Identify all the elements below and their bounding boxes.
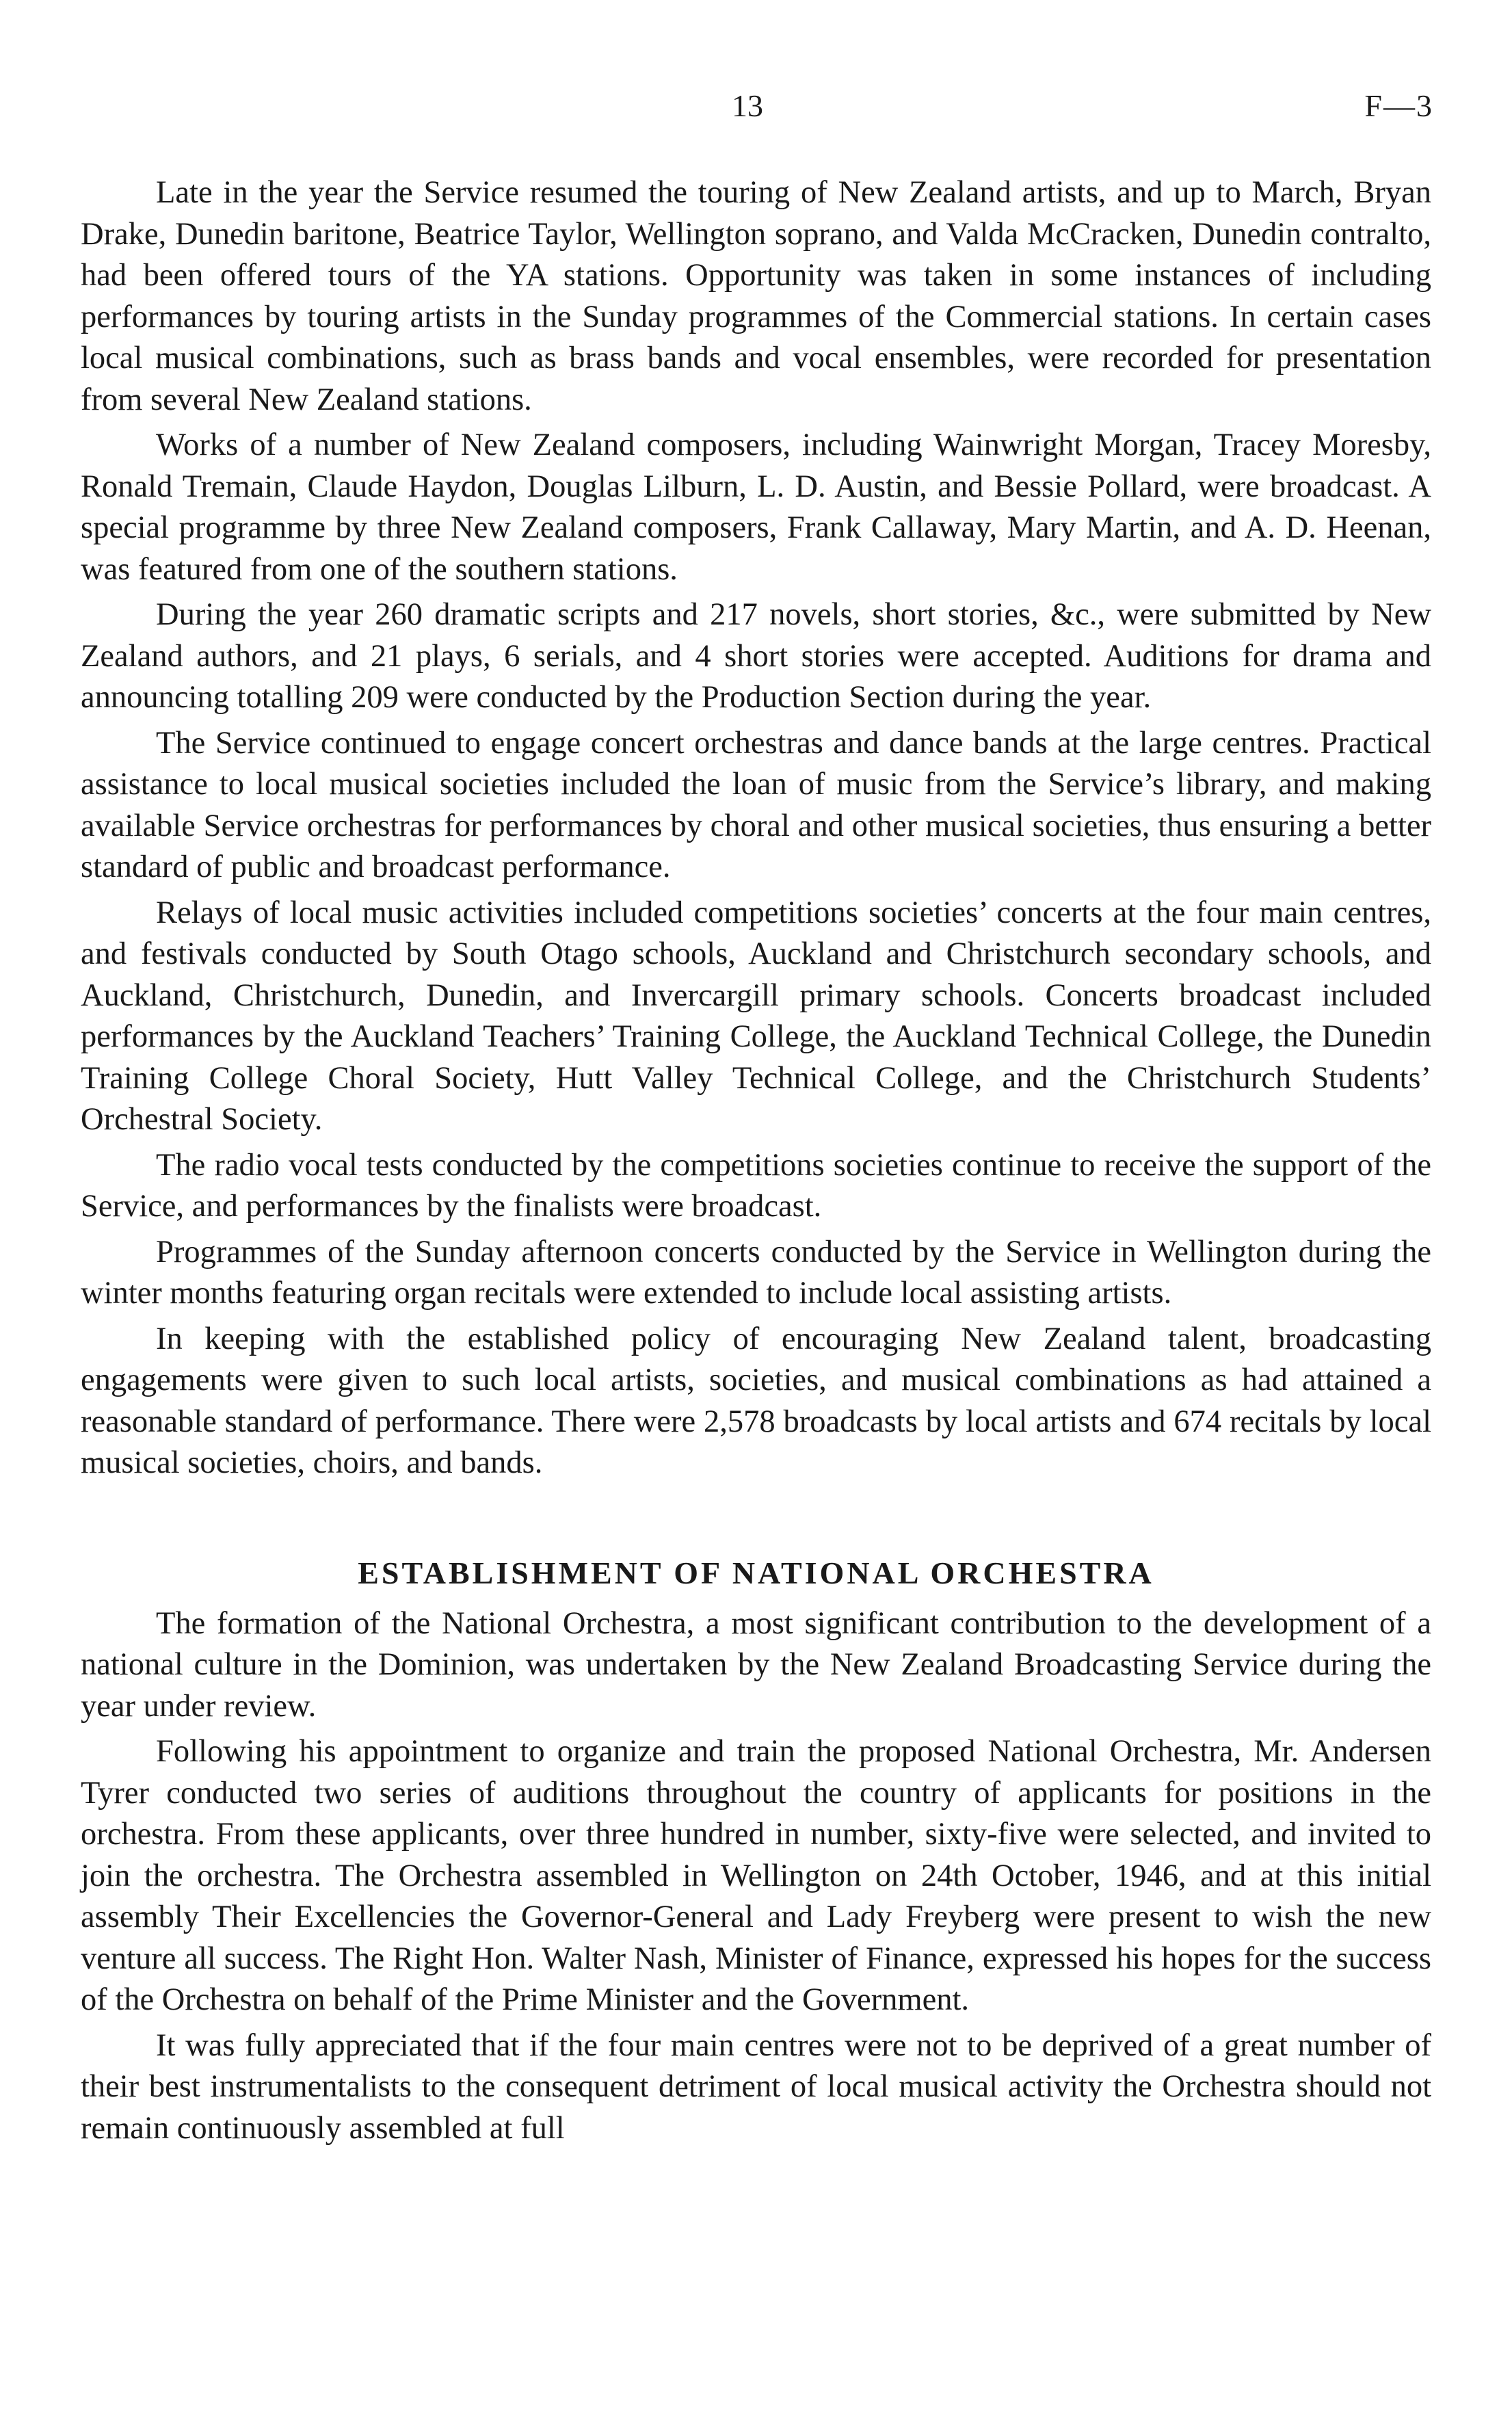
paragraph-sunday-concerts: Programmes of the Sunday afternoon concerts conducted by the Service in Wellington during the winter months featuring organ recitals were extended to include local assisting artists. bbox=[81, 1234, 1431, 1311]
paragraph-nz-composers: Works of a number of New Zealand composers, including Wainwright Morgan, Tracey Moresby, Ronald Tremain, Claude Haydon, Douglas Lilburn, L. D. Austin, and Bessie Pollard, were broadcast. A special programme by three New Zealand composers, Frank Callaway, Mary Martin, and A. D. Heenan, was featured from one of the southern stations. bbox=[81, 428, 1431, 587]
paragraph-relays: Relays of local music activities included competitions societies’ concerts at the four main centres, and festivals conducted by South Otago schools, Auckland and Christchurch secondary schools, and Auckland, Christchurch, Dunedin, and Invercargill primary schools. Concerts broadcast included performances by the Auckland Teachers’ Training College, the Auckland Technical College, the Dunedin Training College Choral Society, Hutt Valley Technical College, and the Christchurch Students’ Orchestral Society. bbox=[81, 895, 1431, 1137]
paragraph-concert-orchestras: The Service continued to engage concert orchestras and dance bands at the large centres. Practical assistance to local musical societies included the loan of music from the Service’s library, and making available Service orchestras for performances by choral and other musical societies, thus ensuring a better standard of public and broadcast performance. bbox=[81, 725, 1431, 884]
document-reference: F—3 bbox=[1364, 88, 1433, 123]
page-body bbox=[81, 172, 1431, 2153]
paragraph-dramatic-scripts: During the year 260 dramatic scripts and 217 novels, short stories, &c., were submitted by New Zealand authors, and 21 plays, 6 serials, and 4 short stories were accepted. Auditions for drama and announcing totalling 209 were conducted by the Production Section during the year. bbox=[81, 597, 1431, 715]
paragraph-main-centres: It was fully appreciated that if the four main centres were not to be deprived of a great number of their best instrumentalists to the consequent detriment of local musical activity the Orchestra should not remain continuously assembled at full bbox=[81, 2027, 1431, 2146]
paragraph-vocal-tests: The radio vocal tests conducted by the competitions societies continue to receive the support of the Service, and performances by the finalists were broadcast. bbox=[81, 1147, 1431, 1224]
paragraph-orchestra-formation: The formation of the National Orchestra, a most significant contribution to the development of a national culture in the Dominion, was undertaken by the New Zealand Broadcasting Service during the year under review. bbox=[81, 1605, 1431, 1724]
paragraph-auditions: Following his appointment to organize and train the proposed National Orchestra, Mr. Andersen Tyrer conducted two series of auditions throughout the country of applicants for positions in the orchestra. From these applicants, over three hundred in number, sixty-five were selected, and invited to join the orchestra. The Orchestra assembled in Wellington on 24th October, 1946, and at this initial assembly Their Excellencies the Governor-General and Lady Freyberg were present to wish the new venture all success. The Right Hon. Walter Nash, Minister of Finance, expressed his hopes for the success of the Orchestra on behalf of the Prime Minister and the Government. bbox=[81, 1734, 1431, 2017]
page-header bbox=[0, 88, 1512, 135]
section-heading: ESTABLISHMENT OF NATIONAL ORCHESTRA bbox=[358, 1555, 1154, 1590]
paragraph-touring-artists: Late in the year the Service resumed the touring of New Zealand artists, and up to March, Bryan Drake, Dunedin baritone, Beatrice Taylor, Wellington soprano, and Valda McCracken, Dunedin contralto, had been offered tours of the YA stations. Opportunity was taken in some instances of including performances by touring artists in the Sunday programmes of the Commercial stations. In certain cases local musical combinations, such as brass bands and vocal ensembles, were recorded for presentation from several New Zealand stations. bbox=[81, 175, 1431, 417]
paragraph-local-talent: In keeping with the established policy of encouraging New Zealand talent, broadcasting engagements were given to such local artists, societies, and musical combinations as had attained a reasonable standard of performance. There were 2,578 broadcasts by local artists and 674 recitals by local musical societies, choirs, and bands. bbox=[81, 1321, 1431, 1480]
page-number: 13 bbox=[732, 88, 763, 123]
